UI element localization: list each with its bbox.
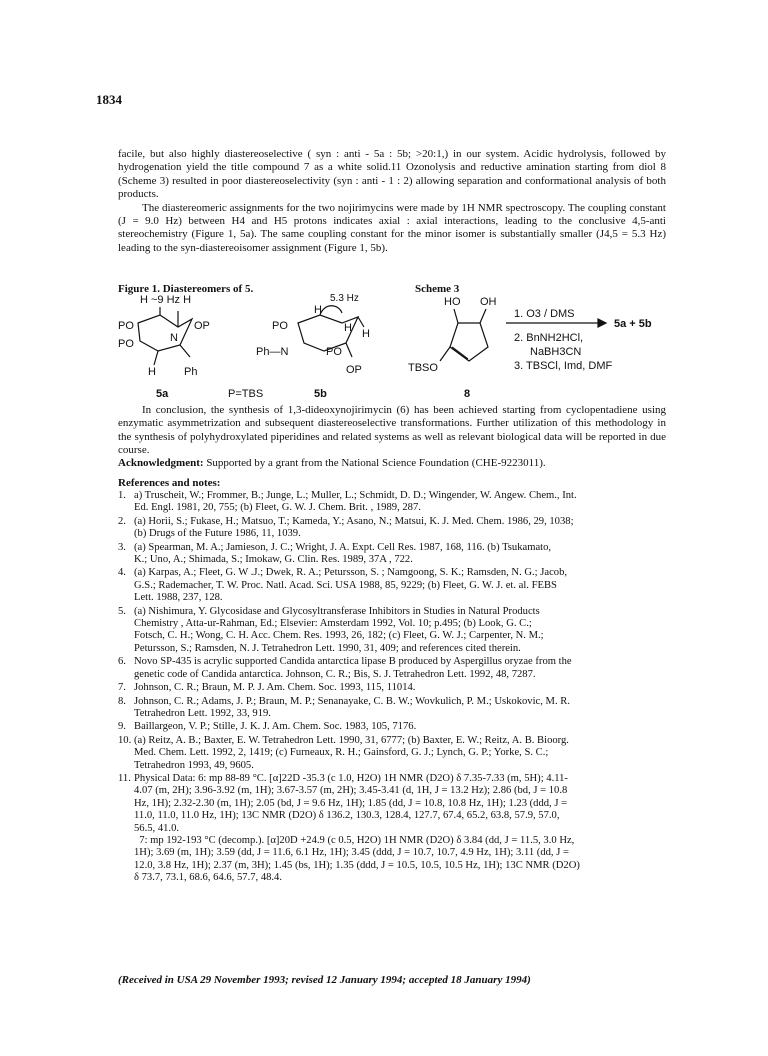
label-8-oh: OH	[480, 296, 497, 308]
page-number: 1834	[96, 92, 122, 107]
reference-line: Petursson, S.; Ramsden, N. J. Tetrahedron Lett. 1990, 31, 409; and references cited therein.	[134, 642, 521, 654]
reference-line: Tetrahedron Lett. 1992, 33, 919.	[134, 707, 271, 719]
figure-caption: Figure 1. Diastereomers of 5.	[118, 283, 254, 295]
reference-line: 1H); 3.69 (m, 1H); 3.59 (dd, J = 11.6, 6.1 Hz, 1H); 3.45 (ddd, J = 10.7, 10.7, 4.9 Hz, 1H); 3.11 (dd, J =	[134, 847, 569, 859]
reference-line: G.S.; Rademacher, T. W. Proc. Natl. Acad. Sci. USA 1988, 85, 9229; (b) Fleet, G. W. J. et. al. FEBS	[134, 579, 557, 591]
reference-line: δ 73.7, 73.1, 68.6, 64.6, 57.7, 48.4.	[134, 872, 283, 884]
reference-number: 5.	[118, 605, 126, 617]
compound-id-5b: 5b	[314, 388, 327, 400]
reference-number: 1.	[118, 490, 126, 501]
label-5a-po2: PO	[118, 338, 134, 350]
reference-list	[118, 490, 678, 886]
reference-line: (a) Karpas, A.; Fleet, G. W .J.; Dwek, R. A.; Petursson, S. ; Namgoong, S. K.; Ramsden, N. G.; Jacob,	[134, 567, 568, 579]
reference-number: 4.	[118, 567, 126, 579]
reaction-product: 5a + 5b	[614, 318, 652, 330]
label-5b-op: OP	[346, 364, 362, 376]
label-5b-hright: H	[362, 328, 370, 340]
reference-text	[134, 656, 678, 681]
reference-line: genetic code of Candida antarctica. Johnson, C. R.; Bis, S. J. Tetrahedron Lett. 1992, 48, 7287.	[134, 668, 536, 680]
reference-line: Fotsch, C. H.; Wong, C. H. Acc. Chem. Res. 1993, 26, 182; (c) Fleet, G. W. J.; Carpenter, N. M.;	[134, 630, 544, 642]
reference-line: Chemistry , Atta-ur-Rahman, Ed.; Elsevier: Amsterdam 1992, Vol. 10; p.495; (b) Look, G. C.;	[134, 618, 532, 630]
reference-item	[118, 656, 678, 681]
reference-item	[118, 721, 678, 733]
reference-text	[134, 773, 678, 885]
reference-text	[134, 490, 678, 515]
label-5a-op: OP	[194, 320, 210, 332]
reference-item	[118, 735, 678, 772]
acknowledgment-text: Supported by a grant from the National Science Foundation (CHE-9223011).	[206, 457, 546, 469]
reference-line: Johnson, C. R.; Braun, M. P. J. Am. Chem. Soc. 1993, 115, 11014.	[134, 682, 416, 694]
conclusion-paragraph: In conclusion, the synthesis of 1,3-dideoxynojirimycin (6) has been achieved starting from cyclopentadiene using enzymatic asymmetrization and subsequent diastereoselective transformations. Further utilization of this methodology in the synthesis of polyhydroxylated piperidines and related systems as well as relevant biological data will be reported in due course.	[118, 404, 666, 457]
reference-line: 4.07 (m, 2H); 3.96-3.92 (m, 1H); 3.67-3.57 (m, 2H); 3.45-3.41 (d, 1H, J = 13.2 Hz); 2.86 (bd, J = 10.8	[134, 785, 568, 797]
reference-line: a) Truscheit, W.; Frommer, B.; Junge, L.; Muller, L.; Schmidt, D. D.; Wingender, W. Angew. Chem., Int.	[134, 490, 577, 501]
scheme-caption: Scheme 3	[415, 283, 460, 295]
reference-line: K.; Uno, A.; Shimada, S.; Imokaw, G. Clin. Res. 1989, 37A , 722.	[134, 554, 413, 566]
reference-item	[118, 696, 678, 721]
reference-line: Physical Data: 6: mp 88-89 °C. [α]22D -35.3 (c 1.0, H2O) 1H NMR (D2O) δ 7.35-7.33 (m, 5H); 4.11-	[134, 772, 568, 784]
reference-line: Tetrahedron 1993, 49, 9605.	[134, 759, 254, 771]
ring-5a	[138, 315, 192, 351]
label-5b-phn: Ph—N	[256, 346, 289, 358]
reference-text	[134, 567, 678, 604]
label-5a-po1: PO	[118, 320, 134, 332]
reference-text	[134, 516, 678, 541]
reference-item	[118, 490, 678, 515]
reference-text	[134, 606, 678, 656]
reference-line: (a) Nishimura, Y. Glycosidase and Glycosyltransferase Inhibitors in Studies in Natural Products	[134, 605, 540, 617]
received-dates: (Received in USA 29 November 1993; revised 12 January 1994; accepted 18 January 1994)	[118, 974, 531, 986]
references-heading: References and notes:	[118, 477, 221, 489]
label-5b-po: PO	[272, 320, 288, 332]
structures-svg	[118, 293, 678, 405]
label-5b-coupling: 5.3 Hz	[330, 293, 359, 304]
reference-item	[118, 516, 678, 541]
label-5a-ph: Ph	[184, 366, 198, 378]
reference-line: Lett. 1988, 237, 128.	[134, 592, 223, 604]
paragraph-assignments: The diastereomeric assignments for the two nojirimycins were made by 1H NMR spectroscopy. The coupling constant (J = 9.0 Hz) between H4 and H5 protons indicates axial : axial interactions, leading to the conclusive 4,5-anti stereochemistry (Figure 1, 5a). The same coupling constant for the minor isomer is substantially smaller (J4,5 = 5.3 Hz) leading to the syn-diastereoisomer assignment (Figure 1, 5b).	[118, 201, 666, 254]
reference-number: 7.	[118, 682, 126, 694]
reference-number: 8.	[118, 695, 126, 707]
reference-text	[134, 682, 678, 694]
label-5b-poring: PO	[326, 346, 342, 358]
reference-line: 56.5, 41.0.	[134, 822, 180, 834]
reference-item	[118, 567, 678, 604]
reference-line: Med. Chem. Lett. 1992, 2, 1419; (c) Furneaux, R. H.; Gainsford, G. J.; Lynch, G. P.; Yorke, S. C.;	[134, 747, 549, 759]
label-5b-hleft: H	[314, 304, 322, 316]
compound-id-5a: 5a	[156, 388, 169, 400]
intro-text	[118, 148, 666, 255]
reference-number: 3.	[118, 541, 126, 553]
protecting-group-note: P=TBS	[228, 388, 264, 400]
reference-line: Ed. Engl. 1981, 20, 755; (b) Fleet, G. W. J. Chem. Brit. , 1989, 287.	[134, 502, 421, 514]
reference-number: 11.	[118, 772, 131, 784]
condition-step-1: 1. O3 / DMS	[514, 308, 575, 320]
acknowledgment	[118, 457, 666, 470]
reference-text	[134, 721, 678, 733]
reference-line: Johnson, C. R.; Adams, J. P.; Braun, M. P.; Senanayake, C. B. W.; Wovkulich, P. M.; Uskokovic, M. R.	[134, 695, 570, 707]
ring-8	[450, 323, 488, 361]
reference-line: Hz, 1H); 2.32-2.30 (m, 1H); 2.05 (bd, J = 9.6 Hz, 1H); 1.85 (dd, J = 10.8, 10.8 Hz, 1H); 1.23 (ddd, J =	[134, 797, 568, 809]
reference-line: 7: mp 192-193 °C (decomp.). [α]20D +24.9 (c 0.5, H2O) 1H NMR (D2O) δ 3.84 (dd, J = 11.5, 3.0 Hz,	[134, 834, 575, 846]
label-5b-htop: H	[344, 322, 352, 334]
reference-line: (a) Reitz, A. B.; Baxter, E. W. Tetrahedron Lett. 1990, 31, 6777; (b) Baxter, E. W.; Reitz, A. B. Bioorg.	[134, 734, 569, 746]
paragraph-diastereoselectivity: facile, but also highly diastereoselective ( syn : anti - 5a : 5b; >20:1,) in our system. Acidic hydrolysis, followed by hydrogenation yield the title compound 7 as a white solid.11 Ozonolysis and reductive amination starting from diol 8 (Scheme 3) resulted in poor diastereoselectivity (syn : anti - 1 : 2) allowing separation and conformational analysis of both products.	[118, 148, 666, 201]
condition-step-2: 2. BnNH2HCl,	[514, 332, 584, 344]
reference-text	[134, 735, 678, 772]
label-5a-h: H	[148, 366, 156, 378]
reference-item	[118, 606, 678, 656]
chemical-structures	[118, 293, 678, 405]
reference-line: Baillargeon, V. P.; Stille, J. K. J. Am. Chem. Soc. 1983, 105, 7176.	[134, 721, 417, 733]
reference-line: 12.0, 3.8 Hz, 1H); 2.37 (m, 3H); 1.45 (bs, 1H); 1.35 (ddd, J = 10.5, 10.5, 10.5 Hz, 1H); 13C NMR (D2O)	[134, 859, 580, 871]
reference-line: Novo SP-435 is acrylic supported Candida antarctica lipase B produced by Aspergillus oryzae from the	[134, 656, 572, 668]
acknowledgment-label: Acknowledgment:	[118, 457, 204, 469]
reference-item	[118, 773, 678, 885]
conclusion	[118, 404, 666, 458]
label-8-ho: HO	[444, 296, 461, 308]
reference-number: 9.	[118, 721, 126, 733]
condition-step-2b: NaBH3CN	[530, 346, 582, 358]
reference-text	[134, 542, 678, 567]
reference-line: 11.0, 11.0, 11.0 Hz, 1H); 13C NMR (D2O) δ 136.2, 130.3, 128.4, 127.7, 67.4, 65.2, 63.8, 57.9, 57.0,	[134, 810, 560, 822]
compound-id-8: 8	[464, 388, 471, 400]
label-8-tbso: TBSO	[408, 362, 438, 374]
label-5a-n: N	[170, 332, 178, 344]
condition-step-3: 3. TBSCl, Imd, DMF	[514, 360, 613, 372]
reference-number: 2.	[118, 515, 126, 527]
reference-number: 6.	[118, 656, 126, 668]
label-5a-top: H ~9 Hz H	[140, 294, 192, 306]
reference-item	[118, 542, 678, 567]
reference-line: (a) Horii, S.; Fukase, H.; Matsuo, T.; Kameda, Y.; Asano, N.; Matsui, K. J. Med. Chem. 1986, 29, 1038;	[134, 515, 574, 527]
reference-text	[134, 696, 678, 721]
reference-item	[118, 682, 678, 694]
reference-line: (a) Spearman, M. A.; Jamieson, J. C.; Wright, J. A. Expt. Cell Res. 1987, 168, 116. (b) Tsukamato,	[134, 541, 552, 553]
reference-number: 10.	[118, 734, 132, 746]
reference-line: (b) Drugs of the Future 1986, 11, 1039.	[134, 528, 301, 540]
